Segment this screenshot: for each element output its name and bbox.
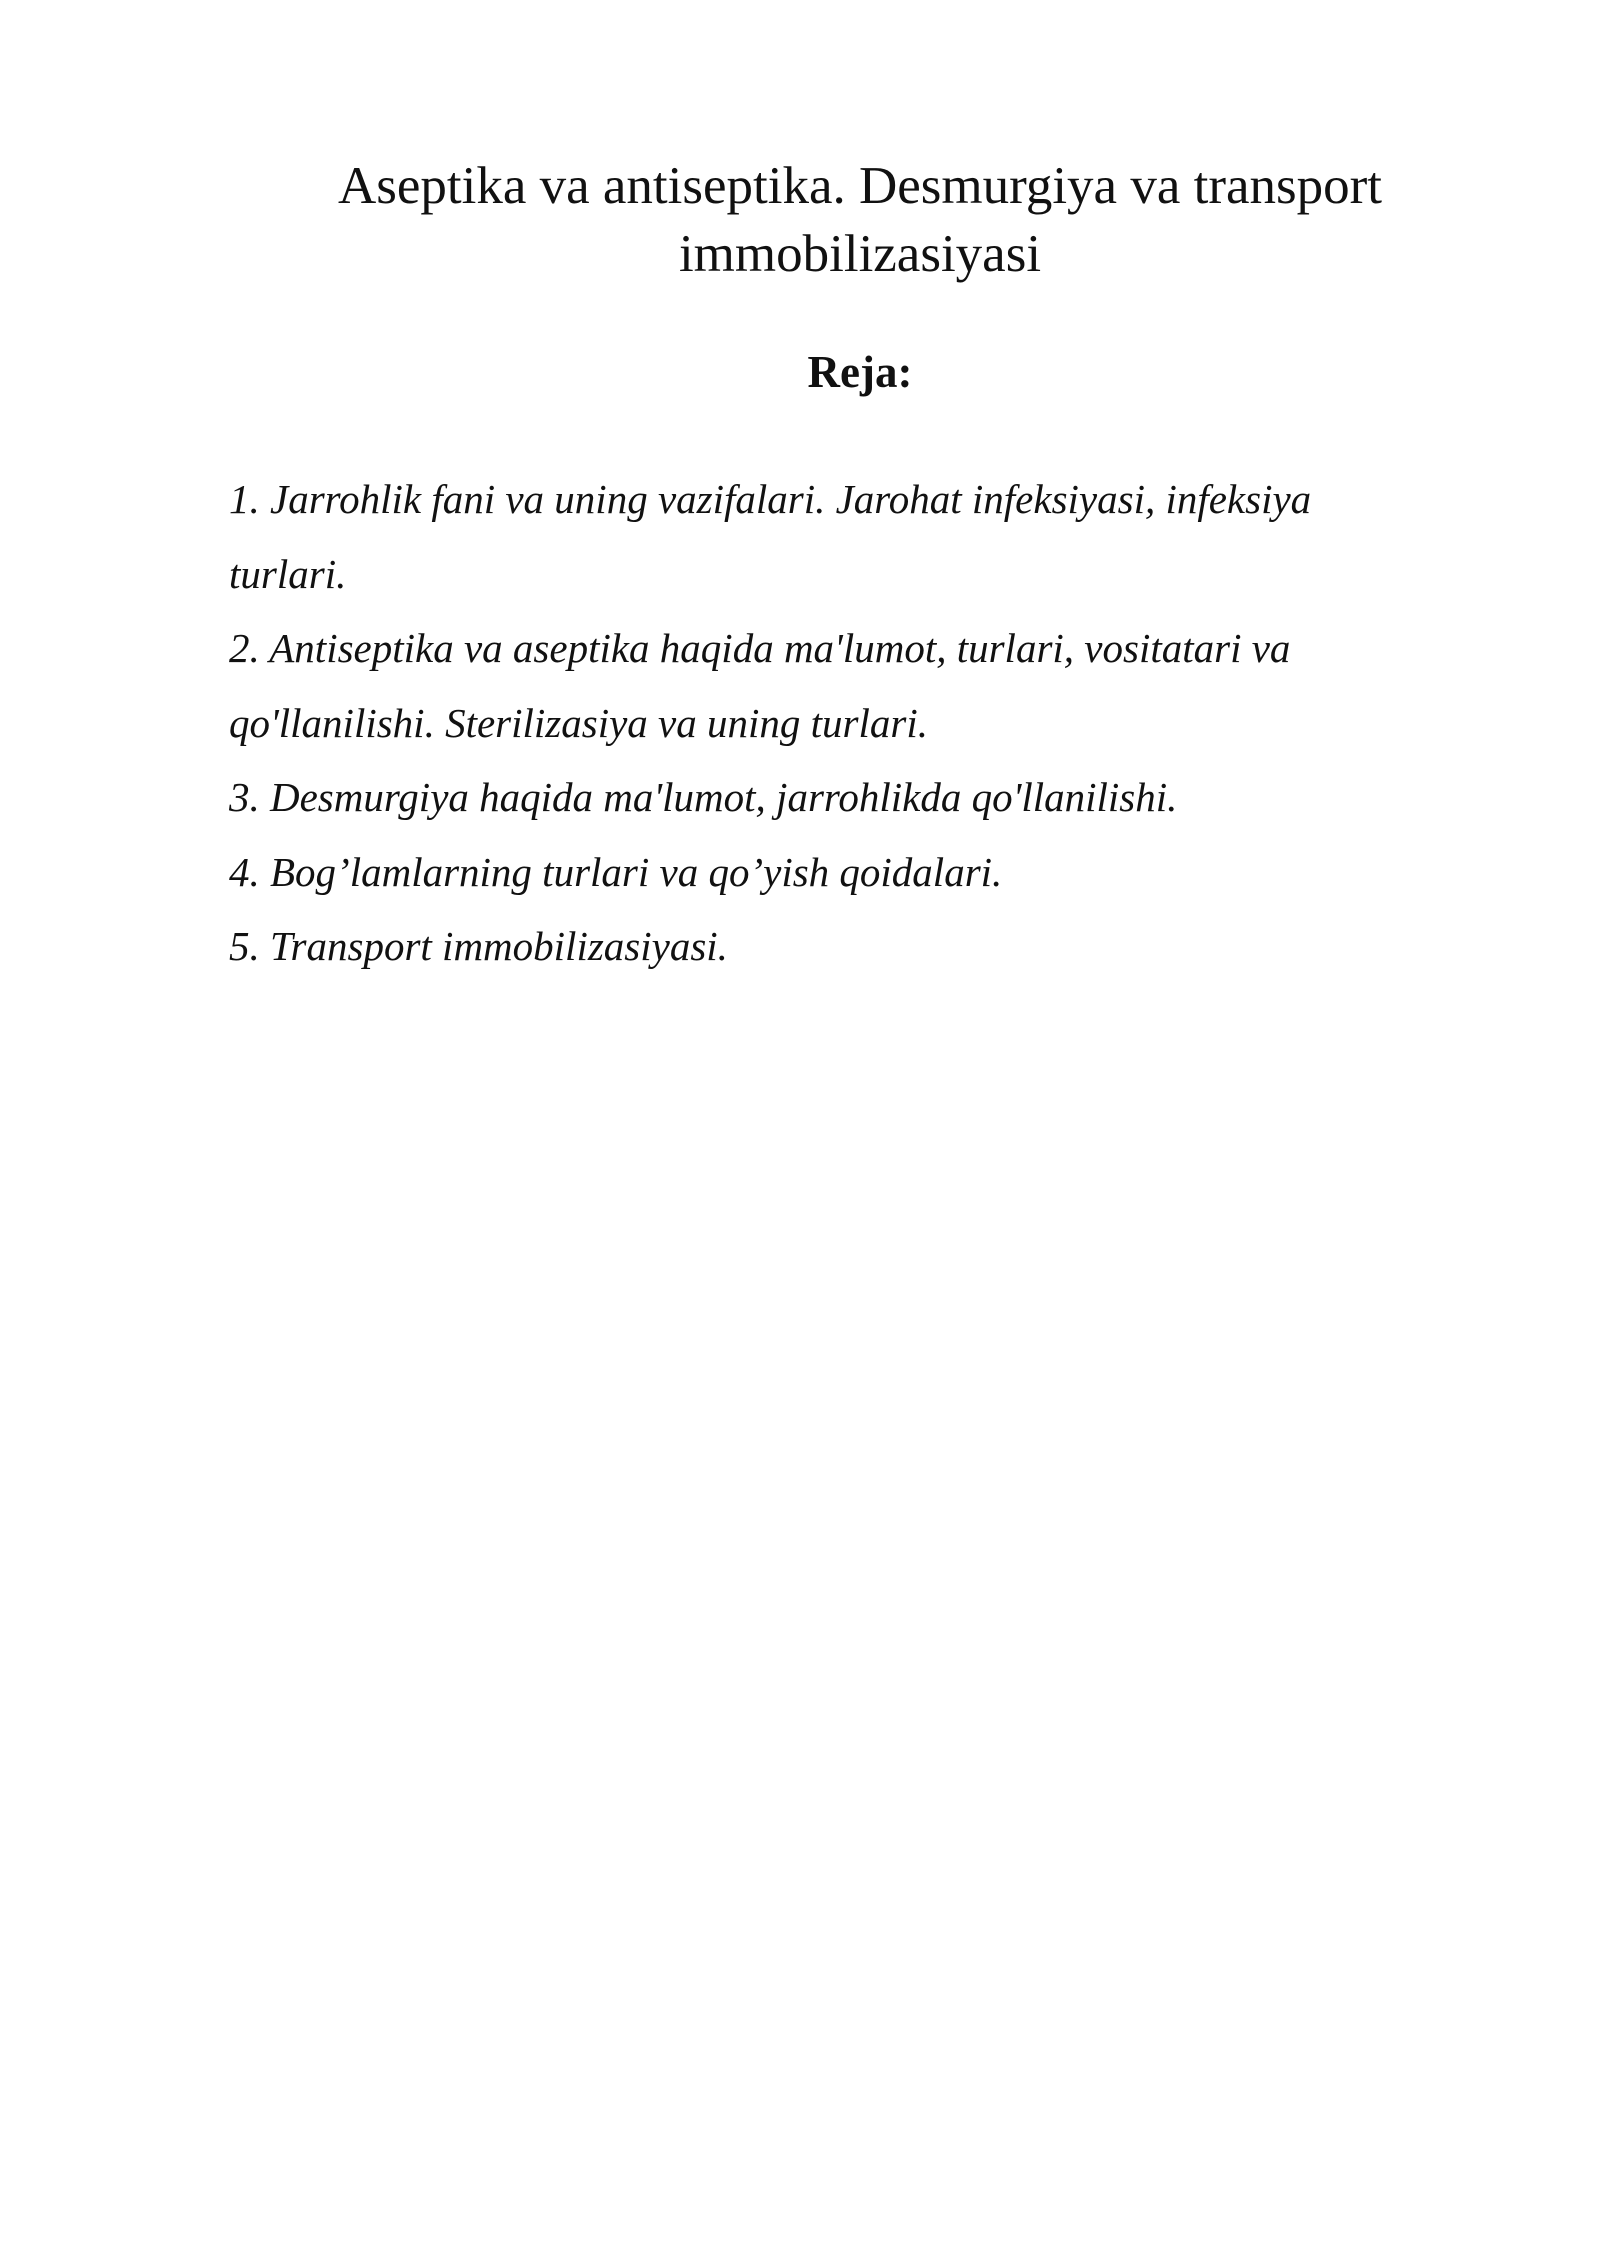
plan-item-3: 3. Desmurgiya haqida ma'lumot, jarrohlikda qo'llanilishi. [229,774,1178,820]
title-line-2: immobilizasiyasi [678,225,1042,283]
title-line-1: Aseptika va antiseptika. Desmurgiya va transport [337,157,1383,215]
plan-item-5: 5. Transport immobilizasiyasi. [229,923,728,969]
plan-item-2: 2. Antiseptika va aseptika haqida ma'lumot, turlari, vositatari va qo'llanilishi. Sterilizasiya va uning turlari. [229,625,1291,746]
plan-list [229,462,1409,984]
document-title [230,152,1490,288]
plan-item-1: 1. Jarrohlik fani va uning vazifalari. Jarohat infeksiyasi, infeksiya turlari. [229,476,1312,597]
plan-item-4: 4. Bog’lamlarning turlari va qo’yish qoidalari. [229,848,1003,895]
plan-heading: Reja: [807,347,913,397]
